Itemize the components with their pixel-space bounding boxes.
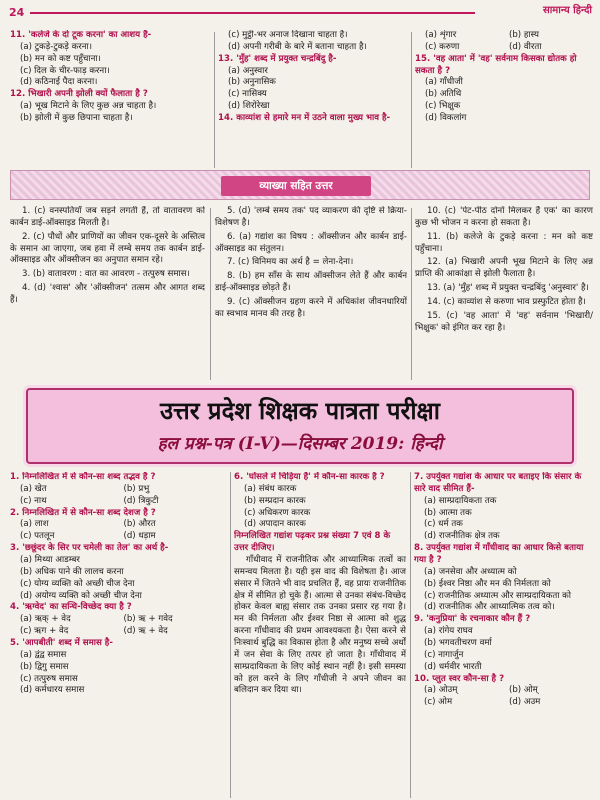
option: (a) मिथ्या आडम्बर xyxy=(20,555,80,566)
option: (b) अधिक पाने की लालच करना xyxy=(20,566,124,577)
option: (b) मन को कष्ट पहुँचाना। xyxy=(20,53,101,64)
option: (b) झोली में कुछ छिपाना चाहता है। xyxy=(20,113,133,124)
answer-item: 5. (d) 'लम्बे समय तक' पद व्याकरण की दृष्टि से क्रिया-विशेषण है। xyxy=(215,206,407,228)
page-number: 24 xyxy=(9,6,25,19)
option: (d) शिरोरेखा xyxy=(228,101,270,112)
answer-item: 14. (c) काव्यांश से करुणा भाव प्रस्फुटित होता है। xyxy=(427,297,586,308)
passage-heading: निम्नलिखित गद्यांश पढ़कर प्रश्न संख्या 7 एवं 8 के उत्तर दीजिए। xyxy=(234,531,391,554)
option: (a) लाश xyxy=(20,519,49,530)
column-divider xyxy=(210,208,211,380)
exam-question-2: 2. निम्नलिखित में से कौन-सा शब्द देशज है ? xyxy=(10,507,156,518)
option: (b) आत्मा तक xyxy=(424,507,472,518)
option: (c) नागार्जुन xyxy=(424,649,464,660)
exam-banner xyxy=(26,388,574,464)
option: (c) पतलून xyxy=(20,531,55,542)
exam-question-5: 5. 'आपबीती' शब्द में समास है- xyxy=(10,638,113,649)
option: (c) राजनीतिक अध्यात्म और साम्प्रदायिकता को xyxy=(424,590,572,601)
option: (d) विकलांग xyxy=(425,113,467,124)
option: (b) प्रभु xyxy=(123,483,150,494)
option: (a) भूख मिटाने के लिए कुछ अन्न चाहता है। xyxy=(20,101,157,112)
column-divider xyxy=(411,32,412,168)
column-divider xyxy=(230,472,231,798)
option: (d) अयोग्य व्यक्ति को अच्छी चीज देना xyxy=(20,590,142,601)
option: (b) औरत xyxy=(123,519,156,530)
option: (b) अतिथि xyxy=(425,89,462,100)
question-15: 15. 'वह आता' में 'वह' सर्वनाम किसका द्योतक हो सकता है ? xyxy=(415,53,577,76)
option: (a) शृंगार xyxy=(425,30,457,40)
answers-column-2 xyxy=(215,206,407,384)
exam-column-1 xyxy=(10,472,227,800)
options-grid xyxy=(415,30,593,54)
option: (d) राजनीतिक क्षेत्र तक xyxy=(424,531,500,542)
answer-item: 12. (a) भिखारी अपनी भूख मिटाने के लिए अन्न प्राप्ति की आकांक्षा से झोली फैलाता है। xyxy=(415,257,593,280)
option: (d) कर्मधारय समास xyxy=(20,685,85,696)
option: (a) अनुस्वार xyxy=(228,65,268,76)
option: (b) ओम् xyxy=(509,685,538,696)
exam-title: उत्तर प्रदेश शिक्षक पात्रता परीक्षा xyxy=(160,396,440,425)
options-grid xyxy=(414,685,594,709)
exam-column-2 xyxy=(234,472,406,800)
option: (a) रांगेय राघव xyxy=(424,626,473,637)
option: (b) द्विगु समास xyxy=(20,661,69,672)
option: (c) धर्म तक xyxy=(424,519,463,530)
option: (c) अधिकरण कारक xyxy=(244,507,311,518)
option: (b) ऋ + गवेद xyxy=(123,614,173,625)
options-grid xyxy=(10,614,227,638)
exam-question-6: 6. 'घोंसले में चिड़िया है' में कौन-सा कारक है ? xyxy=(234,472,385,482)
option: (c) योग्य व्यक्ति को अच्छी चीज देना xyxy=(20,578,135,589)
answer-item: 3. (b) वातावरण : वात का आवरण - तत्पुरुष समास। xyxy=(22,269,190,280)
option: (b) भगवतीचरण वर्मा xyxy=(424,638,492,649)
answers-section-band xyxy=(10,170,590,200)
option: (d) कठिनाई पैदा करना। xyxy=(20,77,98,88)
option: (a) गाँधीजी xyxy=(425,77,463,88)
exam-question-4: 4. 'ऋग्वेद' का सन्धि-विच्छेद क्या है ? xyxy=(10,602,132,613)
answer-item: 8. (b) हम साँस के साथ ऑक्सीजन लेते हैं और कार्बन डाई-ऑक्साइड छोड़ते हैं। xyxy=(215,271,407,294)
answer-item: 2. (c) पौधों और प्राणियों का जीवन एक-दूसरे के अस्तित्व के समान आ जाएगा, जब हवा में लम्बे समय तक कार्बन डाई-ऑक्साइड और ऑक्सीजन का अनुपात समान रहे। xyxy=(10,231,205,266)
question-14: 14. काव्यांश से हमारे मन में उठने वाला मुख्य भाव है- xyxy=(218,113,391,124)
option: (a) ओउम् xyxy=(424,685,458,696)
column-divider xyxy=(411,208,412,380)
question-12: 12. भिखारी अपनी झोली क्यों फैलाता है ? xyxy=(10,89,148,100)
option: (a) साम्प्रदायिकता तक xyxy=(424,495,497,506)
option: (d) अउम xyxy=(509,697,541,708)
exam-column-3 xyxy=(414,472,594,800)
answer-item: 4. (d) 'श्वास' और 'ऑक्सीजन' तत्सम और आगत शब्द हैं। xyxy=(10,283,205,306)
exam-question-9: 9. 'कनुप्रिया' के रचनाकार कौन हैं ? xyxy=(414,614,531,625)
answer-item: 9. (c) ऑक्सीजन ग्रहण करने में अधिकांश जीवनधारियों का स्वभाव मानव की तरह है। xyxy=(215,297,407,319)
option: (b) ईश्वर निष्ठा और मन की निर्मलता को xyxy=(424,578,551,589)
exam-question-10: 10. प्लुत स्वर कौन-सा है ? xyxy=(414,673,505,684)
question-13: 13. 'मुँह' शब्द में प्रयुक्त चन्द्रबिंदु है- xyxy=(218,53,337,64)
option: (d) त्रिकुटी xyxy=(123,495,159,506)
exam-question-3: 3. 'छछूंदर के सिर पर चमेली का तेल' का अर्थ है- xyxy=(10,543,169,554)
top-column-2 xyxy=(218,30,408,170)
answer-item: 15. (c) 'वह आता' में 'वह' सर्वनाम 'भिखारी/भिक्षुक' को इंगित कर रहा है। xyxy=(415,310,593,333)
column-divider xyxy=(410,472,411,798)
exam-question-1: 1. निम्नलिखित में से कौन-सा शब्द तद्भव है ? xyxy=(10,472,156,482)
option: (c) नाथ xyxy=(20,495,47,506)
option: (c) मुट्ठी-भर अनाज दिखाना चाहता है। xyxy=(228,30,348,40)
question-11: 11. 'कलेजे के दो टूक करना' का आशय है- xyxy=(10,30,152,40)
option: (d) धड़ाम xyxy=(123,531,156,542)
answer-item: 10. (c) 'पेट-पीठ दोनों मिलकर हैं एक' का कारण कुछ भी भोजन न करना हो सकता है। xyxy=(415,206,593,228)
option: (b) सम्प्रदान कारक xyxy=(244,495,306,506)
option: (a) ऋक् + वेद xyxy=(20,614,71,625)
option: (d) राजनीतिक और आध्यात्मिक तत्व को। xyxy=(424,602,555,613)
options-grid xyxy=(10,519,227,543)
option: (d) अपादान कारक xyxy=(244,519,306,530)
exam-question-8: 8. उपर्युक्त गद्यांश में गाँधीवाद का आधार किसे बताया गया है ? xyxy=(414,543,584,566)
option: (b) अनुनासिक xyxy=(228,77,276,88)
header-rule xyxy=(30,12,475,14)
section-label: व्याख्या सहित उत्तर xyxy=(221,176,371,196)
option: (d) ऋ + वेद xyxy=(123,626,168,637)
option: (c) नासिक्य xyxy=(228,89,267,100)
option: (a) टुकड़े-टुकड़े करना। xyxy=(20,41,92,52)
exam-subtitle: हल प्रश्न-पत्र (I-V)—दिसम्बर 2019: हिन्दी xyxy=(157,434,443,454)
option: (a) जनसेवा और अध्यात्म को xyxy=(424,566,517,577)
answers-column-1 xyxy=(10,206,205,384)
option: (d) अपनी गरीबी के बारे में बताना चाहता है। xyxy=(228,41,367,52)
answer-item: 13. (a) 'मुँह' शब्द में प्रयुक्त चन्द्रबिंदु 'अनुस्वार' है। xyxy=(427,283,589,294)
option: (a) खेत xyxy=(20,483,47,494)
option: (c) ऋग + वेद xyxy=(20,626,69,637)
option: (c) करुणा xyxy=(425,41,460,52)
option: (c) दिल के चीर-फाड़ करना। xyxy=(20,65,110,76)
passage-text: गाँधीवाद में राजनीतिक और आध्यात्मिक तत्वों का समन्वय मिलता है। यही इस वाद की विशेषता है। आज संसार में जितने भी वाद प्रचलित हैं, वह प्रायः राजनीतिक क्षेत्र में सीमित हो चुके हैं। आत्मा से उनका संबंध-विच्छेद होकर केवल बाह्य संसार तक उनका प्रसार रह गया है। मन की निर्मलता और ईश्वर निष्ठा से आत्मा को शुद्ध करना गाँधीवाद की प्रथम आवश्यकता है। ऐसा करने से निःस्वार्थ बुद्धि का विकास होता है और मनुष्य सच्चे अर्थों में जन सेवा के लिए तत्पर हो जाता है। गाँधीवाद में साम्प्रदायिकता के लिए कोई स्थान नहीं है। इसी समस्या को हल करने के लिए गाँधीजी ने अपने जीवन का बलिदान कर दिया था। xyxy=(234,555,406,696)
option: (a) द्वंद्व समास xyxy=(20,649,67,660)
answer-item: 1. (c) वनस्पतियाँ जब सड़ने लगती हैं, तो वातावरण को कार्बन डाई-ऑक्साइड मिलती है। xyxy=(10,206,205,228)
answer-item: 6. (a) गद्यांश का विषय : ऑक्सीजन और कार्बन डाई-ऑक्साइड का संतुलन। xyxy=(215,231,407,254)
column-divider xyxy=(214,32,215,168)
top-column-3 xyxy=(415,30,593,170)
exam-question-7: 7. उपर्युक्त गद्यांश के आधार पर बताइए कि संसार के सारे वाद सीमित हैं- xyxy=(414,472,582,494)
option: (c) ओम xyxy=(424,697,453,708)
top-column-1 xyxy=(10,30,210,170)
option: (c) भिक्षुक xyxy=(425,101,461,112)
option: (d) वीरता xyxy=(509,41,542,52)
answers-column-3 xyxy=(415,206,593,384)
running-head: सामान्य हिन्दी xyxy=(542,5,592,16)
option: (a) संबंध कारक xyxy=(244,483,297,494)
option: (d) धर्मवीर भारती xyxy=(424,661,482,672)
option: (b) हास्य xyxy=(509,30,540,40)
answer-item: 7. (c) विनिमय का अर्थ है = लेना-देना। xyxy=(227,257,354,268)
answer-item: 11. (b) कलेजे के टुकड़े करना : मन को कष्ट पहुँचाना। xyxy=(415,231,593,254)
options-grid xyxy=(10,484,227,508)
option: (c) तत्पुरुष समास xyxy=(20,673,78,684)
page-header xyxy=(0,0,600,30)
